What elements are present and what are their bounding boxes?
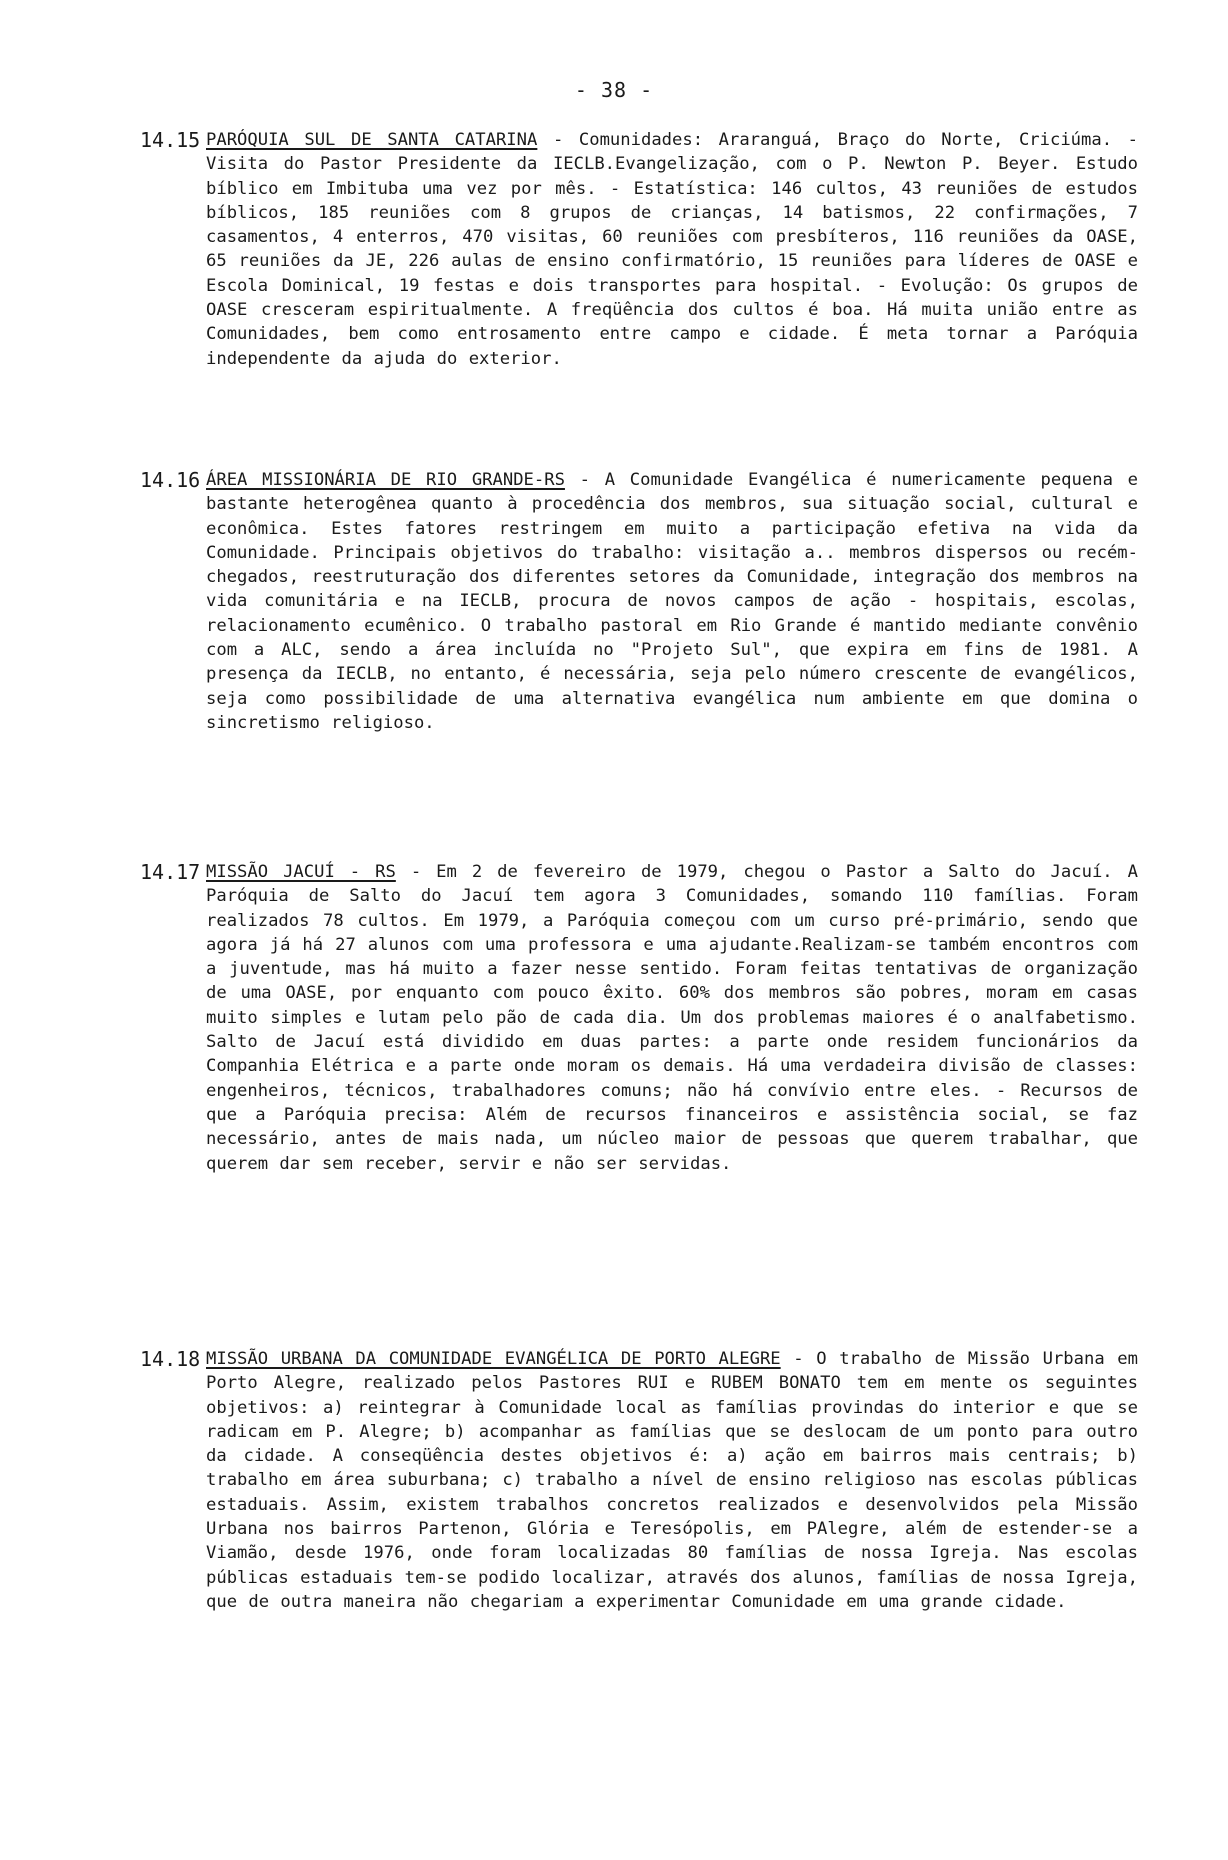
section-text: - Em 2 de fevereiro de 1979, chegou o Pastor a Salto do Jacuí. A Paróquia de Salto do Jacuí tem agora 3 Comunidades, somando 110 famílias. Foram realizados 78 cultos. Em 1979, a Paróquia começou com um curso pré-primário, sendo que agora já há 27 alunos com uma professora e uma ajudante.Realizam-se também encontros com a juventude, mas há muito a fazer nesse sentido. Foram feitas tentativas de organização de uma OASE, por enquanto com pouco êxito. 60% dos membros são pobres, moram em casas muito simples e lutam pelo pão de cada dia. Um dos problemas maiores é o analfabetismo. Salto de Jacuí está dividido em duas partes: a parte onde residem funcionários da Companhia Elétrica e a parte onde moram os demais. Há uma verdadeira divisão de classes: engenheiros, técnicos, trabalhadores comuns; não há convívio entre eles. - Recursos de que a Paróquia precisa: Além de recursos financeiros e assistência social, se faz necessário, antes de mais nada, um núcleo maior de pessoas que querem trabalhar, que querem dar sem receber, servir e não ser servidas. [206, 862, 1138, 1174]
section-title: ÁREA MISSIONÁRIA DE RIO GRANDE-RS [206, 470, 565, 490]
section-number: 14.15 [140, 128, 201, 152]
section-title: MISSÃO JACUÍ - RS [206, 862, 396, 882]
section-body [206, 1347, 1138, 1614]
section-text: - O trabalho de Missão Urbana em Porto Alegre, realizado pelos Pastores RUI e RUBEM BONATO tem em mente os seguintes objetivos: a) reintegrar à Comunidade local as famílias provindas do interior e que se radicam em P. Alegre; b) acompanhar as famílias que se deslocam de um ponto para outro da cidade. A conseqüência destes objetivos é: a) ação em bairros mais centrais; b) trabalho em área suburbana; c) trabalho a nível de ensino religioso nas escolas públicas estaduais. Assim, existem trabalhos concretos realizados e desenvolvidos pela Missão Urbana nos bairros Partenon, Glória e Teresópolis, em PAlegre, além de estender-se a Viamão, desde 1976, onde foram localizadas 80 famílias de nossa Igreja. Nas escolas públicas estaduais tem-se podido localizar, através dos alunos, famílias de nossa Igreja, que de outra maneira não chegariam a experimentar Comunidade em uma grande cidade. [206, 1349, 1138, 1612]
section-title: PARÓQUIA SUL DE SANTA CATARINA [206, 130, 538, 150]
section-text: - A Comunidade Evangélica é numericamente pequena e bastante heterogênea quanto à procedência dos membros, sua situação social, cultural e econômica. Estes fatores restringem em muito a participação efetiva na vida da Comunidade. Principais objetivos do trabalho: visitação a.. membros dispersos ou recém-chegados, reestruturação dos diferentes setores da Comunidade, integração dos membros na vida comunitária e na IECLB, procura de novos campos de ação - hospitais, escolas, relacionamento ecumênico. O trabalho pastoral em Rio Grande é mantido mediante convênio com a ALC, sendo a área incluída no "Projeto Sul", que expira em fins de 1981. A presença da IECLB, no entanto, é necessária, seja pelo número crescente de evangélicos, seja como possibilidade de uma alternativa evangélica num ambiente em que domina o sincretismo religioso. [206, 470, 1138, 733]
section-body [206, 468, 1138, 735]
section-number: 14.18 [140, 1347, 201, 1371]
section-body [206, 860, 1138, 1176]
section-title: MISSÃO URBANA DA COMUNIDADE EVANGÉLICA DE PORTO ALEGRE [206, 1349, 781, 1369]
section-body [206, 128, 1138, 371]
section-text: - Comunidades: Araranguá, Braço do Norte, Criciúma. - Visita do Pastor Presidente da IECLB.Evangelização, com o P. Newton P. Beyer. Estudo bíblico em Imbituba uma vez por mês. - Estatística: 146 cultos, 43 reuniões de estudos bíblicos, 185 reuniões com 8 grupos de crianças, 14 batismos, 22 confirmações, 7 casamentos, 4 enterros, 470 visitas, 60 reuniões com presbíteros, 116 reuniões da OASE, 65 reuniões da JE, 226 aulas de ensino confirmatório, 15 reuniões para líderes de OASE e Escola Dominical, 19 festas e dois transportes para hospital. - Evolução: Os grupos de OASE cresceram espiritualmente. A freqüência dos cultos é boa. Há muita união entre as Comunidades, bem como entrosamento entre campo e cidade. É meta tornar a Paróquia independente da ajuda do exterior. [206, 130, 1138, 369]
page-number: - 38 - [574, 78, 654, 102]
section-number: 14.16 [140, 468, 201, 492]
section-number: 14.17 [140, 860, 201, 884]
